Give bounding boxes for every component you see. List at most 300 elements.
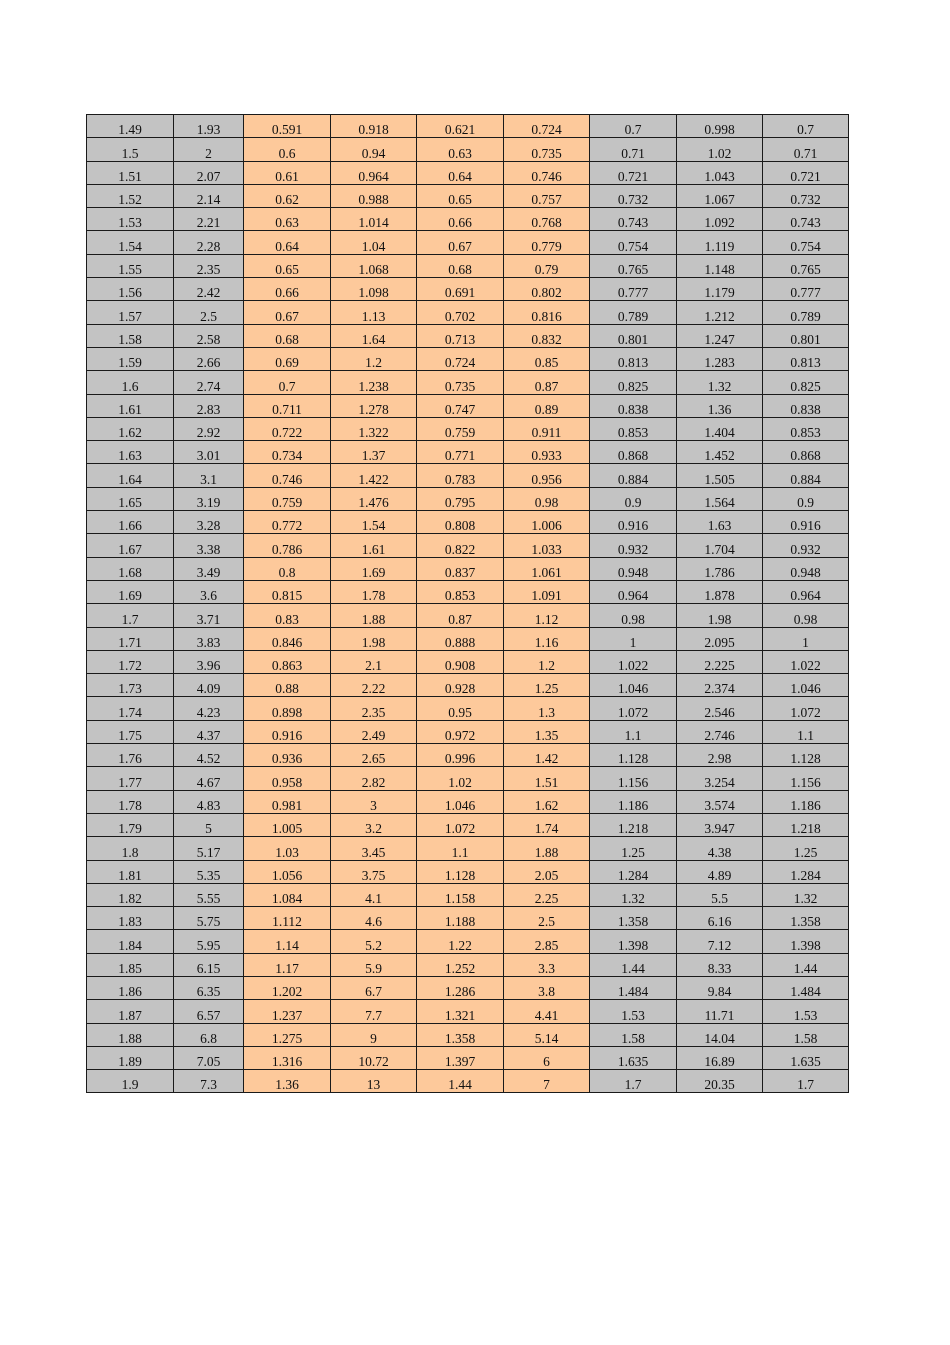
table-cell: 4.89 [677, 860, 763, 883]
table-cell: 1.13 [331, 301, 417, 324]
table-cell: 1.358 [417, 1023, 504, 1046]
table-cell: 2.374 [677, 674, 763, 697]
table-cell: 1.63 [677, 511, 763, 534]
table-cell: 0.61 [244, 161, 331, 184]
table-cell: 2.65 [331, 744, 417, 767]
table-cell: 1.6 [87, 371, 174, 394]
table-cell: 1.88 [87, 1023, 174, 1046]
table-cell: 1.1 [417, 837, 504, 860]
table-cell: 0.948 [590, 557, 677, 580]
table-cell: 4.52 [174, 744, 244, 767]
table-cell: 4.83 [174, 790, 244, 813]
table-cell: 1.56 [87, 278, 174, 301]
table-cell: 0.69 [244, 347, 331, 370]
table-cell: 6.8 [174, 1023, 244, 1046]
table-cell: 0.6 [244, 138, 331, 161]
table-cell: 1.44 [763, 953, 849, 976]
table-cell: 0.795 [417, 487, 504, 510]
table-cell: 1.2 [331, 347, 417, 370]
table-cell: 1.043 [677, 161, 763, 184]
table-cell: 1.51 [87, 161, 174, 184]
table-cell: 3.96 [174, 650, 244, 673]
table-cell: 2.05 [504, 860, 590, 883]
table-cell: 1.321 [417, 1000, 504, 1023]
table-cell: 0.722 [244, 417, 331, 440]
table-cell: 0.777 [590, 278, 677, 301]
table-cell: 1.247 [677, 324, 763, 347]
table-cell: 0.825 [763, 371, 849, 394]
table-cell: 0.958 [244, 767, 331, 790]
table-cell: 4.37 [174, 720, 244, 743]
table-cell: 1.022 [590, 650, 677, 673]
table-cell: 0.884 [590, 464, 677, 487]
table-cell: 10.72 [331, 1046, 417, 1069]
table-cell: 1.32 [763, 883, 849, 906]
table-cell: 1.3 [504, 697, 590, 720]
table-cell: 1.218 [763, 813, 849, 836]
table-cell: 1.252 [417, 953, 504, 976]
table-cell: 4.23 [174, 697, 244, 720]
table-cell: 1.2 [504, 650, 590, 673]
table-cell: 1.218 [590, 813, 677, 836]
table-cell: 0.779 [504, 231, 590, 254]
table-cell: 0.68 [417, 254, 504, 277]
table-cell: 1.61 [87, 394, 174, 417]
table-cell: 1.072 [417, 813, 504, 836]
table-cell: 0.908 [417, 650, 504, 673]
table-cell: 0.932 [763, 534, 849, 557]
table-row [87, 674, 849, 697]
table-cell: 0.816 [504, 301, 590, 324]
table-cell: 1.397 [417, 1046, 504, 1069]
table-cell: 1.58 [763, 1023, 849, 1046]
table-cell: 1.89 [87, 1046, 174, 1069]
table-cell: 1.25 [504, 674, 590, 697]
table-cell: 1.78 [87, 790, 174, 813]
table-row [87, 324, 849, 347]
table-cell: 0.832 [504, 324, 590, 347]
table-cell: 5.14 [504, 1023, 590, 1046]
table-cell: 0.918 [331, 115, 417, 138]
table-cell: 0.64 [244, 231, 331, 254]
table-row [87, 930, 849, 953]
table-cell: 2.22 [331, 674, 417, 697]
table-cell: 1.53 [763, 1000, 849, 1023]
table-cell: 0.948 [763, 557, 849, 580]
table-cell: 1.202 [244, 976, 331, 999]
table-cell: 1.484 [590, 976, 677, 999]
table-cell: 0.63 [417, 138, 504, 161]
table-cell: 2.98 [677, 744, 763, 767]
table-cell: 1.098 [331, 278, 417, 301]
table-cell: 3.947 [677, 813, 763, 836]
table-cell: 0.768 [504, 208, 590, 231]
table-cell: 0.747 [417, 394, 504, 417]
table-cell: 0.735 [417, 371, 504, 394]
table-cell: 1.74 [504, 813, 590, 836]
table-row [87, 534, 849, 557]
table-cell: 0.822 [417, 534, 504, 557]
table-cell: 3.83 [174, 627, 244, 650]
table-cell: 1.283 [677, 347, 763, 370]
table-cell: 0.884 [763, 464, 849, 487]
table-cell: 1.156 [590, 767, 677, 790]
table-cell: 1 [763, 627, 849, 650]
table-row [87, 184, 849, 207]
table-cell: 1.64 [87, 464, 174, 487]
table-cell: 1.286 [417, 976, 504, 999]
table-cell: 1.83 [87, 907, 174, 930]
table-cell: 3 [331, 790, 417, 813]
table-cell: 0.9 [763, 487, 849, 510]
table-cell: 1.046 [590, 674, 677, 697]
table-row [87, 860, 849, 883]
table-cell: 1.128 [763, 744, 849, 767]
table-row [87, 208, 849, 231]
table-row [87, 394, 849, 417]
table-cell: 1.62 [87, 417, 174, 440]
table-cell: 5.17 [174, 837, 244, 860]
table-cell: 0.932 [590, 534, 677, 557]
table-cell: 0.591 [244, 115, 331, 138]
table-cell: 1.358 [763, 907, 849, 930]
table-cell: 0.735 [504, 138, 590, 161]
table-cell: 0.964 [590, 580, 677, 603]
table-cell: 1.564 [677, 487, 763, 510]
table-cell: 1.284 [590, 860, 677, 883]
table-cell: 2.5 [174, 301, 244, 324]
table-row [87, 417, 849, 440]
table-row [87, 650, 849, 673]
table-cell: 1.14 [244, 930, 331, 953]
table-cell: 0.928 [417, 674, 504, 697]
table-cell: 1.128 [590, 744, 677, 767]
table-cell: 2.83 [174, 394, 244, 417]
table-cell: 0.765 [590, 254, 677, 277]
table-cell: 3.01 [174, 441, 244, 464]
table-cell: 1.9 [87, 1070, 174, 1093]
table-cell: 0.853 [590, 417, 677, 440]
table-cell: 1.635 [590, 1046, 677, 1069]
table-cell: 1.25 [590, 837, 677, 860]
table-cell: 0.996 [417, 744, 504, 767]
table-cell: 2.85 [504, 930, 590, 953]
table-cell: 1.77 [87, 767, 174, 790]
table-cell: 2.746 [677, 720, 763, 743]
table-cell: 1.25 [763, 837, 849, 860]
table-cell: 0.734 [244, 441, 331, 464]
table-cell: 1.42 [504, 744, 590, 767]
table-cell: 1.7 [590, 1070, 677, 1093]
table-cell: 1.067 [677, 184, 763, 207]
table-cell: 0.732 [590, 184, 677, 207]
table-cell: 1.046 [763, 674, 849, 697]
table-cell: 1.358 [590, 907, 677, 930]
table-cell: 1.278 [331, 394, 417, 417]
table-cell: 0.743 [590, 208, 677, 231]
table-row [87, 627, 849, 650]
table-cell: 0.808 [417, 511, 504, 534]
table-cell: 1.75 [87, 720, 174, 743]
table-cell: 1.179 [677, 278, 763, 301]
table-cell: 3.38 [174, 534, 244, 557]
table-cell: 0.765 [763, 254, 849, 277]
table-cell: 6 [504, 1046, 590, 1069]
table-row [87, 744, 849, 767]
table-cell: 2.546 [677, 697, 763, 720]
table-row [87, 441, 849, 464]
table-cell: 0.802 [504, 278, 590, 301]
table-cell: 1.36 [244, 1070, 331, 1093]
table-cell: 1.014 [331, 208, 417, 231]
table-cell: 3.8 [504, 976, 590, 999]
table-cell: 6.57 [174, 1000, 244, 1023]
table-cell: 1.84 [87, 930, 174, 953]
table-cell: 1.69 [87, 580, 174, 603]
table-cell: 1.186 [763, 790, 849, 813]
table-cell: 0.66 [417, 208, 504, 231]
table-cell: 0.67 [417, 231, 504, 254]
table-cell: 3.2 [331, 813, 417, 836]
table-cell: 1.128 [417, 860, 504, 883]
table-cell: 7 [504, 1070, 590, 1093]
table-cell: 1.51 [504, 767, 590, 790]
table-cell: 1.93 [174, 115, 244, 138]
table-cell: 0.711 [244, 394, 331, 417]
table-row [87, 161, 849, 184]
table-cell: 1.62 [504, 790, 590, 813]
table-cell: 0.7 [590, 115, 677, 138]
table-cell: 0.98 [763, 604, 849, 627]
table-cell: 1.22 [417, 930, 504, 953]
table-cell: 1.73 [87, 674, 174, 697]
table-cell: 1.072 [590, 697, 677, 720]
table-cell: 0.88 [244, 674, 331, 697]
table-cell: 0.724 [417, 347, 504, 370]
table-cell: 1.275 [244, 1023, 331, 1046]
table-cell: 3.1 [174, 464, 244, 487]
table-cell: 1.72 [87, 650, 174, 673]
table-cell: 1.03 [244, 837, 331, 860]
table-cell: 0.964 [763, 580, 849, 603]
table-cell: 0.936 [244, 744, 331, 767]
table-cell: 0.743 [763, 208, 849, 231]
table-cell: 1.32 [590, 883, 677, 906]
table-cell: 0.786 [244, 534, 331, 557]
table-cell: 1.186 [590, 790, 677, 813]
table-cell: 0.772 [244, 511, 331, 534]
table-cell: 1.8 [87, 837, 174, 860]
table-cell: 2.21 [174, 208, 244, 231]
table-cell: 1.786 [677, 557, 763, 580]
table-cell: 0.83 [244, 604, 331, 627]
table-cell: 0.813 [590, 347, 677, 370]
table-cell: 1.635 [763, 1046, 849, 1069]
table-cell: 1.44 [590, 953, 677, 976]
table-cell: 1.37 [331, 441, 417, 464]
table-cell: 1.322 [331, 417, 417, 440]
table-cell: 0.759 [244, 487, 331, 510]
table-cell: 0.64 [417, 161, 504, 184]
table-cell: 1.878 [677, 580, 763, 603]
table-cell: 0.998 [677, 115, 763, 138]
table-cell: 0.713 [417, 324, 504, 347]
table-cell: 1.85 [87, 953, 174, 976]
table-row [87, 883, 849, 906]
table-cell: 1.148 [677, 254, 763, 277]
table-cell: 1.71 [87, 627, 174, 650]
table-cell: 2.49 [331, 720, 417, 743]
table-cell: 1.056 [244, 860, 331, 883]
table-cell: 7.12 [677, 930, 763, 953]
table-cell: 1.78 [331, 580, 417, 603]
table-cell: 1.81 [87, 860, 174, 883]
table-cell: 2.42 [174, 278, 244, 301]
table-cell: 0.95 [417, 697, 504, 720]
table-row [87, 487, 849, 510]
table-cell: 1.7 [763, 1070, 849, 1093]
table-cell: 1.36 [677, 394, 763, 417]
table-cell: 0.754 [590, 231, 677, 254]
table-row [87, 231, 849, 254]
table-cell: 1.55 [87, 254, 174, 277]
table-cell: 0.846 [244, 627, 331, 650]
table-cell: 0.801 [763, 324, 849, 347]
table-cell: 0.98 [590, 604, 677, 627]
table-cell: 1.505 [677, 464, 763, 487]
table-cell: 9.84 [677, 976, 763, 999]
table-row [87, 301, 849, 324]
table-cell: 1.7 [87, 604, 174, 627]
table-cell: 6.35 [174, 976, 244, 999]
table-cell: 3.71 [174, 604, 244, 627]
table-row [87, 604, 849, 627]
table-cell: 1.112 [244, 907, 331, 930]
table-cell: 4.6 [331, 907, 417, 930]
table-cell: 0.746 [504, 161, 590, 184]
table-cell: 1.119 [677, 231, 763, 254]
table-cell: 1.82 [87, 883, 174, 906]
table-cell: 0.988 [331, 184, 417, 207]
table-cell: 1.57 [87, 301, 174, 324]
table-cell: 1.005 [244, 813, 331, 836]
table-cell: 0.853 [417, 580, 504, 603]
table-cell: 1.58 [590, 1023, 677, 1046]
table-cell: 1.398 [763, 930, 849, 953]
table-cell: 5.35 [174, 860, 244, 883]
table-cell: 0.87 [417, 604, 504, 627]
table-cell: 0.853 [763, 417, 849, 440]
table-cell: 1 [590, 627, 677, 650]
table-row [87, 278, 849, 301]
table-cell: 1.53 [590, 1000, 677, 1023]
table-cell: 0.838 [763, 394, 849, 417]
table-cell: 2.74 [174, 371, 244, 394]
table-cell: 7.7 [331, 1000, 417, 1023]
table-cell: 0.777 [763, 278, 849, 301]
table-cell: 4.1 [331, 883, 417, 906]
table-row [87, 907, 849, 930]
table-cell: 0.916 [763, 511, 849, 534]
table-cell: 1.49 [87, 115, 174, 138]
table-cell: 0.746 [244, 464, 331, 487]
table-cell: 5.9 [331, 953, 417, 976]
table-cell: 7.05 [174, 1046, 244, 1069]
table-cell: 3.254 [677, 767, 763, 790]
table-row [87, 138, 849, 161]
table-cell: 1.68 [87, 557, 174, 580]
table-cell: 0.801 [590, 324, 677, 347]
table-cell: 0.972 [417, 720, 504, 743]
table-cell: 0.863 [244, 650, 331, 673]
table-cell: 1.54 [87, 231, 174, 254]
table-cell: 0.815 [244, 580, 331, 603]
table-cell: 1.61 [331, 534, 417, 557]
table-cell: 9 [331, 1023, 417, 1046]
table-cell: 3.75 [331, 860, 417, 883]
table-cell: 1.398 [590, 930, 677, 953]
table-row [87, 1023, 849, 1046]
table-cell: 1.66 [87, 511, 174, 534]
table-cell: 0.79 [504, 254, 590, 277]
table-cell: 1.65 [87, 487, 174, 510]
table-cell: 0.771 [417, 441, 504, 464]
table-cell: 0.71 [590, 138, 677, 161]
table-cell: 3.6 [174, 580, 244, 603]
table-cell: 0.85 [504, 347, 590, 370]
table-cell: 0.933 [504, 441, 590, 464]
table-cell: 3.19 [174, 487, 244, 510]
table-cell: 3.574 [677, 790, 763, 813]
table-cell: 0.813 [763, 347, 849, 370]
table-cell: 3.49 [174, 557, 244, 580]
table-cell: 1.67 [87, 534, 174, 557]
table-cell: 0.62 [244, 184, 331, 207]
table-cell: 1.484 [763, 976, 849, 999]
table-cell: 2.58 [174, 324, 244, 347]
table-cell: 1.64 [331, 324, 417, 347]
table-cell: 1.238 [331, 371, 417, 394]
table-row [87, 557, 849, 580]
table-cell: 5.55 [174, 883, 244, 906]
table-cell: 0.94 [331, 138, 417, 161]
table-cell: 2.35 [331, 697, 417, 720]
table-cell: 8.33 [677, 953, 763, 976]
table-cell: 1.072 [763, 697, 849, 720]
table-row [87, 347, 849, 370]
table-cell: 1.156 [763, 767, 849, 790]
table-cell: 1.006 [504, 511, 590, 534]
table-cell: 5 [174, 813, 244, 836]
table-row [87, 837, 849, 860]
table-cell: 1.084 [244, 883, 331, 906]
table-cell: 1.212 [677, 301, 763, 324]
table-cell: 0.837 [417, 557, 504, 580]
table-row [87, 976, 849, 999]
table-cell: 5.95 [174, 930, 244, 953]
table-cell: 2.92 [174, 417, 244, 440]
table-cell: 0.724 [504, 115, 590, 138]
table-cell: 16.89 [677, 1046, 763, 1069]
table-cell: 1.476 [331, 487, 417, 510]
table-row [87, 697, 849, 720]
table-cell: 1.35 [504, 720, 590, 743]
table-cell: 11.71 [677, 1000, 763, 1023]
table-cell: 2.225 [677, 650, 763, 673]
table-cell: 0.621 [417, 115, 504, 138]
table-cell: 0.732 [763, 184, 849, 207]
table-cell: 0.87 [504, 371, 590, 394]
